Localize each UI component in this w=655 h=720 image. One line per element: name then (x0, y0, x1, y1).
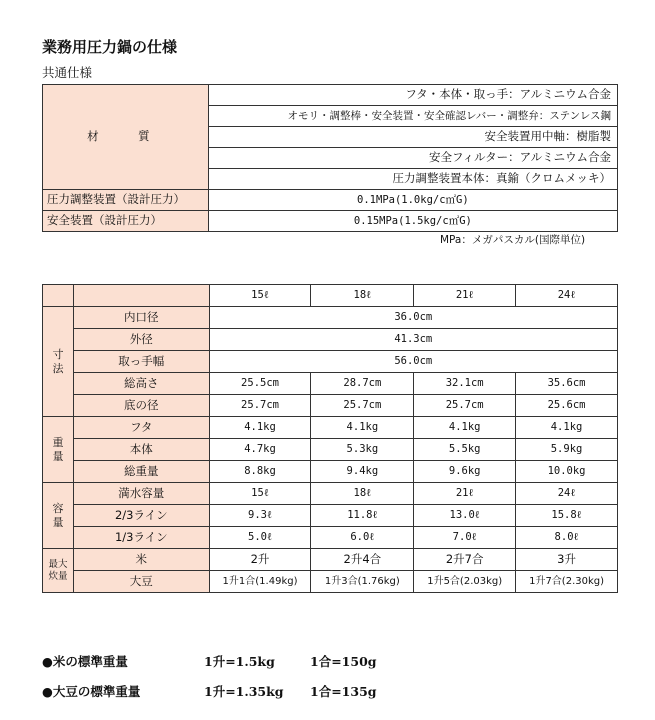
cell-value: 25.7cm (311, 395, 414, 417)
row-label: 取っ手幅 (73, 351, 209, 373)
unit-note: MPa：メガパスカル(国際単位) (440, 234, 586, 246)
row-label: 本体 (73, 439, 209, 461)
cell-value: 4.1kg (414, 417, 516, 439)
cell-value: 11.8ℓ (311, 505, 414, 527)
row-label: 総重量 (73, 461, 209, 483)
cell-value: 1升7合(2.30kg) (516, 571, 618, 593)
cell-value: 4.1kg (209, 417, 311, 439)
cell-value: 4.1kg (311, 417, 414, 439)
footer-per-sho: 1升=1.35kg (204, 684, 284, 699)
cell-value: 15ℓ (209, 483, 311, 505)
cell-value: 25.7cm (414, 395, 516, 417)
cell-value: 7.0ℓ (414, 527, 516, 549)
material-row: 圧力調整装置本体：真鍮（クロムメッキ） (208, 169, 617, 190)
material-row: オモリ・調整棒・安全装置・安全確認レバー・調整弁：ステンレス鋼 (208, 106, 617, 127)
row-label: 総高さ (73, 373, 209, 395)
cell-value: 9.4kg (311, 461, 414, 483)
material-label: 材 質 (87, 129, 164, 144)
cell-value: 10.0kg (516, 461, 618, 483)
cell-value: 5.5kg (414, 439, 516, 461)
material-row: 安全装置用中軸：樹脂製 (208, 127, 617, 148)
cell-value: 5.3kg (311, 439, 414, 461)
cell-value: 41.3cm (209, 329, 617, 351)
cell-value: 13.0ℓ (414, 505, 516, 527)
cell-value: 25.7cm (209, 395, 311, 417)
footer-label: ●米の標準重量 (42, 654, 128, 669)
header-15l: 15ℓ (209, 285, 311, 307)
cell-value: 18ℓ (311, 483, 414, 505)
row-label: フタ (73, 417, 209, 439)
row-label: 底の径 (73, 395, 209, 417)
cell-value: 9.3ℓ (209, 505, 311, 527)
group-dimensions: 寸 法 (43, 307, 74, 417)
header-blank (43, 285, 74, 307)
row-label: 大豆 (73, 571, 209, 593)
cell-value: 25.6cm (516, 395, 618, 417)
cell-value: 2升 (209, 549, 311, 571)
cell-value: 1升3合(1.76kg) (311, 571, 414, 593)
cell-value: 8.0ℓ (516, 527, 618, 549)
cell-value: 3升 (516, 549, 618, 571)
section-subtitle: 共通仕様 (42, 65, 93, 80)
group-weight: 重 量 (43, 417, 74, 483)
size-spec-table (42, 284, 618, 593)
safety-device-label: 安全装置（設計圧力） (43, 211, 209, 232)
row-label: 内口径 (73, 307, 209, 329)
cell-value: 35.6cm (516, 373, 618, 395)
cell-value: 21ℓ (414, 483, 516, 505)
group-capacity: 容 量 (43, 483, 74, 549)
cell-value: 1升5合(2.03kg) (414, 571, 516, 593)
cell-value: 15.8ℓ (516, 505, 618, 527)
cell-value: 5.9kg (516, 439, 618, 461)
row-label: 外径 (73, 329, 209, 351)
cell-value: 2升7合 (414, 549, 516, 571)
footer-per-go: 1合=135g (310, 684, 377, 699)
cell-value: 4.7kg (209, 439, 311, 461)
cell-value: 5.0ℓ (209, 527, 311, 549)
cell-value: 25.5cm (209, 373, 311, 395)
cell-value: 36.0cm (209, 307, 617, 329)
row-label: 2/3ライン (73, 505, 209, 527)
footer-per-sho: 1升=1.5kg (204, 654, 275, 669)
group-max-cook: 最大 炊量 (43, 549, 74, 593)
material-row: フタ・本体・取っ手：アルミニウム合金 (208, 85, 617, 106)
cell-value: 28.7cm (311, 373, 414, 395)
header-24l: 24ℓ (516, 285, 618, 307)
pressure-regulator-value: 0.1MPa(1.0kg/c㎡G) (208, 190, 617, 211)
common-spec-table (42, 84, 618, 232)
cell-value: 4.1kg (516, 417, 618, 439)
cell-value: 2升4合 (311, 549, 414, 571)
cell-value: 6.0ℓ (311, 527, 414, 549)
material-label-cell (43, 85, 209, 190)
material-row: 安全フィルター：アルミニウム合金 (208, 148, 617, 169)
cell-value: 9.6kg (414, 461, 516, 483)
cell-value: 8.8kg (209, 461, 311, 483)
cell-value: 56.0cm (209, 351, 617, 373)
footer-label: ●大豆の標準重量 (42, 684, 141, 699)
cell-value: 24ℓ (516, 483, 618, 505)
pressure-regulator-label: 圧力調整装置（設計圧力） (43, 190, 209, 211)
cell-value: 1升1合(1.49kg) (209, 571, 311, 593)
row-label: 1/3ライン (73, 527, 209, 549)
safety-device-value: 0.15MPa(1.5kg/c㎡G) (208, 211, 617, 232)
row-label: 満水容量 (73, 483, 209, 505)
page-title: 業務用圧力鍋の仕様 (42, 38, 178, 56)
header-18l: 18ℓ (311, 285, 414, 307)
header-21l: 21ℓ (414, 285, 516, 307)
header-blank (73, 285, 209, 307)
row-label: 米 (73, 549, 209, 571)
footer-per-go: 1合=150g (310, 654, 377, 669)
cell-value: 32.1cm (414, 373, 516, 395)
